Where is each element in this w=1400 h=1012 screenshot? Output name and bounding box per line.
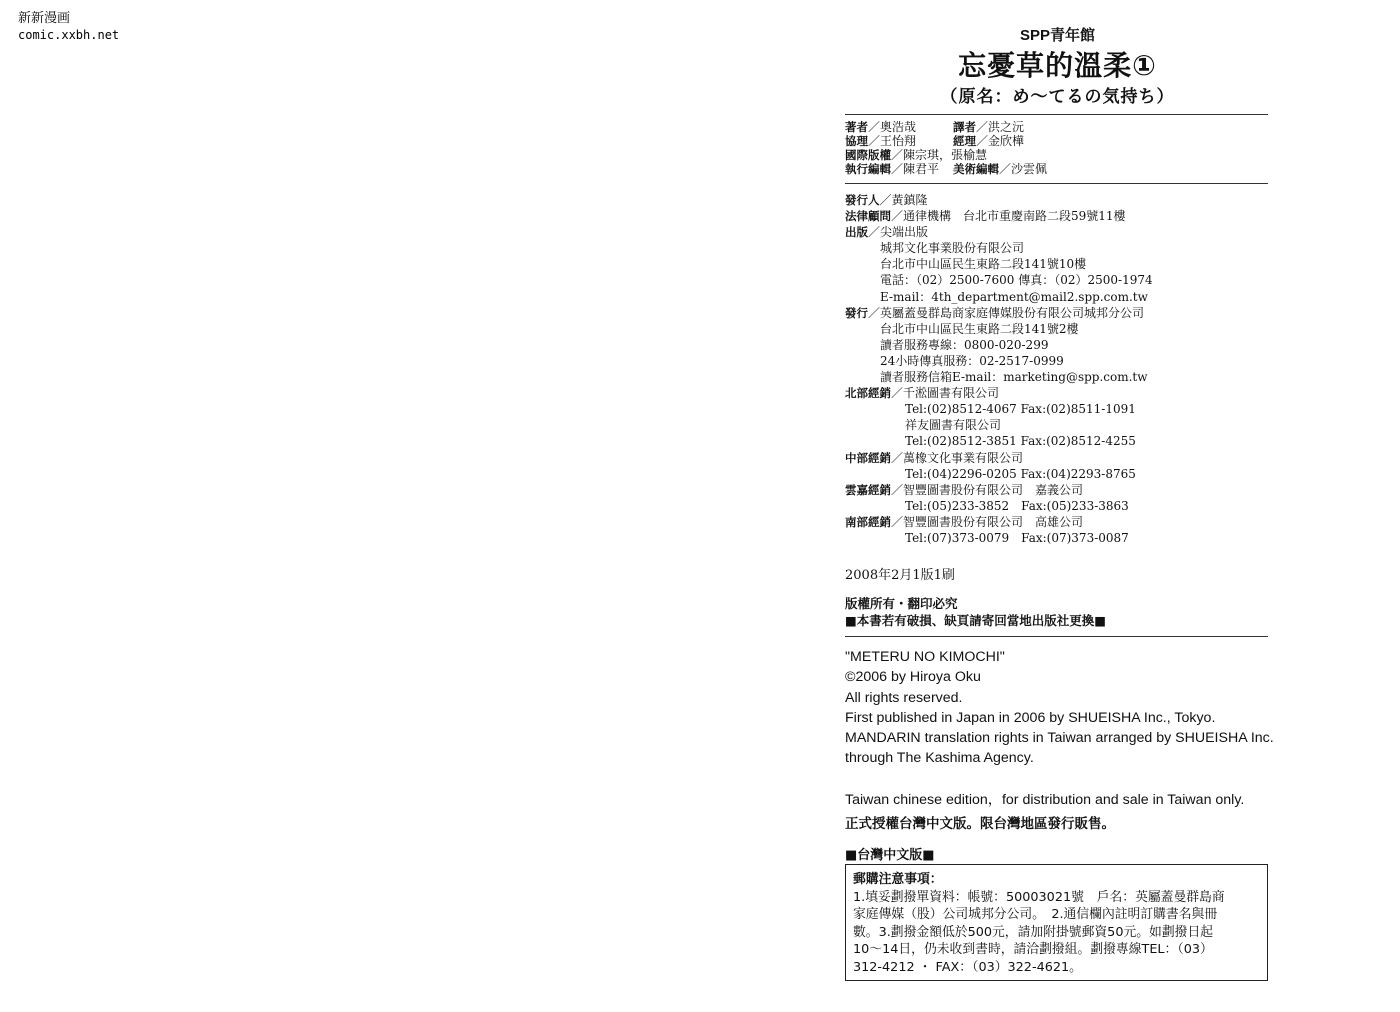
english-copyright-line: through The Kashima Agency.: [845, 750, 1034, 767]
credit-person: ／陳宗琪，張榆慧: [891, 148, 988, 162]
book-title: 忘憂草的溫柔①: [958, 49, 1157, 82]
credit-person: ／奧浩哉: [868, 120, 917, 134]
info-value: 祥友圖書有限公司: [905, 418, 1002, 433]
info-value: Tel:(02)8512-3851 Fax:(02)8512-4255: [905, 434, 1136, 449]
info-row: [845, 224, 1153, 240]
info-label: 發行人: [845, 193, 880, 207]
credit-entry: [953, 134, 1024, 148]
info-row: [845, 208, 1153, 224]
credit-entry: [845, 134, 916, 148]
mail-order-notice-box: [845, 864, 1268, 981]
info-row: [845, 256, 1153, 272]
original-title: （原名：め〜てるの気持ち）: [940, 87, 1175, 107]
credit-person: ／洪之沅: [976, 120, 1025, 134]
english-copyright-line: ©2006 by Hiroya Oku: [845, 669, 981, 686]
info-row: [845, 385, 1153, 401]
info-label: 南部經銷: [845, 514, 891, 529]
credit-person: ／金欣樺: [976, 134, 1025, 148]
info-row: [845, 498, 1153, 514]
mail-order-line: 家庭傳媒（股）公司城邦分公司。 2.通信欄內註明訂購書名與冊: [853, 907, 1218, 923]
info-label: 出版: [845, 225, 868, 240]
credit-person: ／沙雲佩: [999, 162, 1048, 176]
info-value: 台北市中山區民生東路二段141號10樓: [880, 257, 1087, 272]
info-row: [845, 305, 1153, 321]
credit-entry: [953, 120, 1024, 134]
info-row: [845, 466, 1153, 482]
taiwan-edition-english: Taiwan chinese edition，for distribution and sale in Taiwan only.: [845, 792, 1245, 808]
info-row: [845, 401, 1153, 417]
info-value: 城邦文化事業股份有限公司: [880, 241, 1025, 256]
info-value: ／尖端出版: [868, 225, 929, 240]
info-row: [845, 337, 1153, 353]
info-row: [845, 530, 1153, 546]
info-row: [845, 240, 1153, 256]
official-license-notice: 正式授權台灣中文版。限台灣地區發行販售。: [845, 816, 1115, 832]
info-value: 電話：（02）2500-7600 傳真：（02）2500-1974: [880, 273, 1153, 288]
info-row: [845, 369, 1153, 385]
info-row: [845, 417, 1153, 433]
info-value: ／萬橡文化事業有限公司: [891, 450, 1024, 465]
credit-role: 執行編輯: [845, 162, 891, 176]
credit-entry: [845, 162, 939, 176]
mail-order-line: 10～14日，仍未收到書時，請洽劃撥組。劃撥專線TEL：（03）: [853, 942, 1213, 958]
info-row: [845, 289, 1153, 305]
credit-entry: [953, 162, 1047, 176]
english-copyright-line: First published in Japan in 2006 by SHUEISHA Inc., Tokyo.: [845, 709, 1216, 726]
staff-credits: [845, 120, 1048, 176]
credit-row: [845, 120, 1025, 134]
info-row: [845, 192, 1153, 208]
english-copyright-line: All rights reserved.: [845, 689, 963, 706]
info-value: 台北市中山區民生東路二段141號2樓: [880, 321, 1079, 336]
credit-person: ／王怡翔: [868, 134, 917, 148]
english-copyright-line: "METERU NO KIMOCHI": [845, 649, 1005, 665]
credit-role: 國際版權: [845, 148, 891, 162]
info-label: 法律顧問: [845, 209, 891, 224]
credit-row: [845, 148, 987, 162]
mail-order-heading: 郵購注意事項：: [853, 872, 943, 887]
info-value: ／英屬蓋曼群島商家庭傳媒股份有限公司城邦分公司: [868, 305, 1145, 320]
info-row: [845, 272, 1153, 288]
publishing-info: [845, 192, 1153, 546]
credit-entry: [845, 120, 916, 134]
rights-reserved: 版權所有・翻印必究: [845, 596, 958, 611]
publisher-imprint: SPP青年館: [1019, 27, 1095, 44]
credit-row: [845, 134, 1025, 148]
info-value: 24小時傳真服務：02-2517-0999: [880, 353, 1064, 368]
credit-role: 經理: [953, 134, 976, 148]
divider: [845, 636, 1268, 637]
watermark: [18, 10, 119, 44]
english-copyright-line: MANDARIN translation rights in Taiwan arranged by SHUEISHA Inc.: [845, 730, 1274, 747]
edition-label: ■台灣中文版■: [845, 848, 935, 863]
credit-role: 著者: [845, 120, 868, 134]
info-value: Tel:(05)233-3852 Fax:(05)233-3863: [905, 498, 1129, 513]
credit-role: 譯者: [953, 120, 976, 134]
divider: [845, 183, 1268, 184]
mail-order-line: 1.填妥劃撥單資料：帳號：50003021號 戶名：英屬蓋曼群島商: [853, 889, 1225, 905]
rights-notice: [845, 595, 1106, 629]
print-date: 2008年2月1版1刷: [845, 568, 955, 583]
info-value: Tel:(07)373-0079 Fax:(07)373-0087: [905, 530, 1129, 545]
info-label: 中部經銷: [845, 450, 891, 465]
mail-order-line: 數。3.劃撥金額低於500元，請加附掛號郵資50元。如劃撥日起: [853, 924, 1214, 940]
credit-entry: [845, 148, 987, 162]
watermark-url: comic.xxbh.net: [18, 28, 120, 42]
watermark-site-name: 新新漫画: [18, 11, 71, 26]
info-value: ／智豐圖書股份有限公司 嘉義公司: [891, 482, 1084, 497]
info-row: [845, 321, 1153, 337]
english-copyright: [845, 647, 1274, 769]
info-value: ／智豐圖書股份有限公司 高雄公司: [891, 514, 1084, 529]
divider: [845, 114, 1268, 115]
credit-role: 協理: [845, 134, 868, 148]
info-label: 北部經銷: [845, 386, 891, 401]
credit-role: 美術編輯: [953, 162, 999, 176]
info-value: Tel:(02)8512-4067 Fax:(02)8511-1091: [905, 402, 1136, 417]
info-label: 雲嘉經銷: [845, 482, 891, 497]
credit-row: [845, 162, 1048, 176]
info-label: 發行: [845, 305, 868, 320]
info-row: [845, 514, 1153, 530]
info-row: [845, 450, 1153, 466]
info-value: ／通律機構 台北市重慶南路二段59號11樓: [891, 209, 1126, 224]
credit-person: ／陳君平: [891, 162, 940, 176]
info-value: 讀者服務專線：0800-020-299: [880, 337, 1049, 352]
info-value: E-mail：4th_department@mail2.spp.com.tw: [880, 289, 1148, 304]
damage-return-notice: ■本書若有破損、缺頁請寄回當地出版社更換■: [845, 613, 1107, 628]
info-value: 讀者服務信箱E-mail：marketing@spp.com.tw: [880, 370, 1148, 385]
info-row: [845, 433, 1153, 449]
info-row: [845, 353, 1153, 369]
info-value: ／千淞圖書有限公司: [891, 386, 1000, 401]
info-value: Tel:(04)2296-0205 Fax:(04)2293-8765: [905, 466, 1136, 481]
info-value: ／黃鎮隆: [879, 193, 928, 207]
info-row: [845, 482, 1153, 498]
mail-order-line: 312-4212 ・ FAX：（03）322-4621。: [853, 959, 1082, 975]
